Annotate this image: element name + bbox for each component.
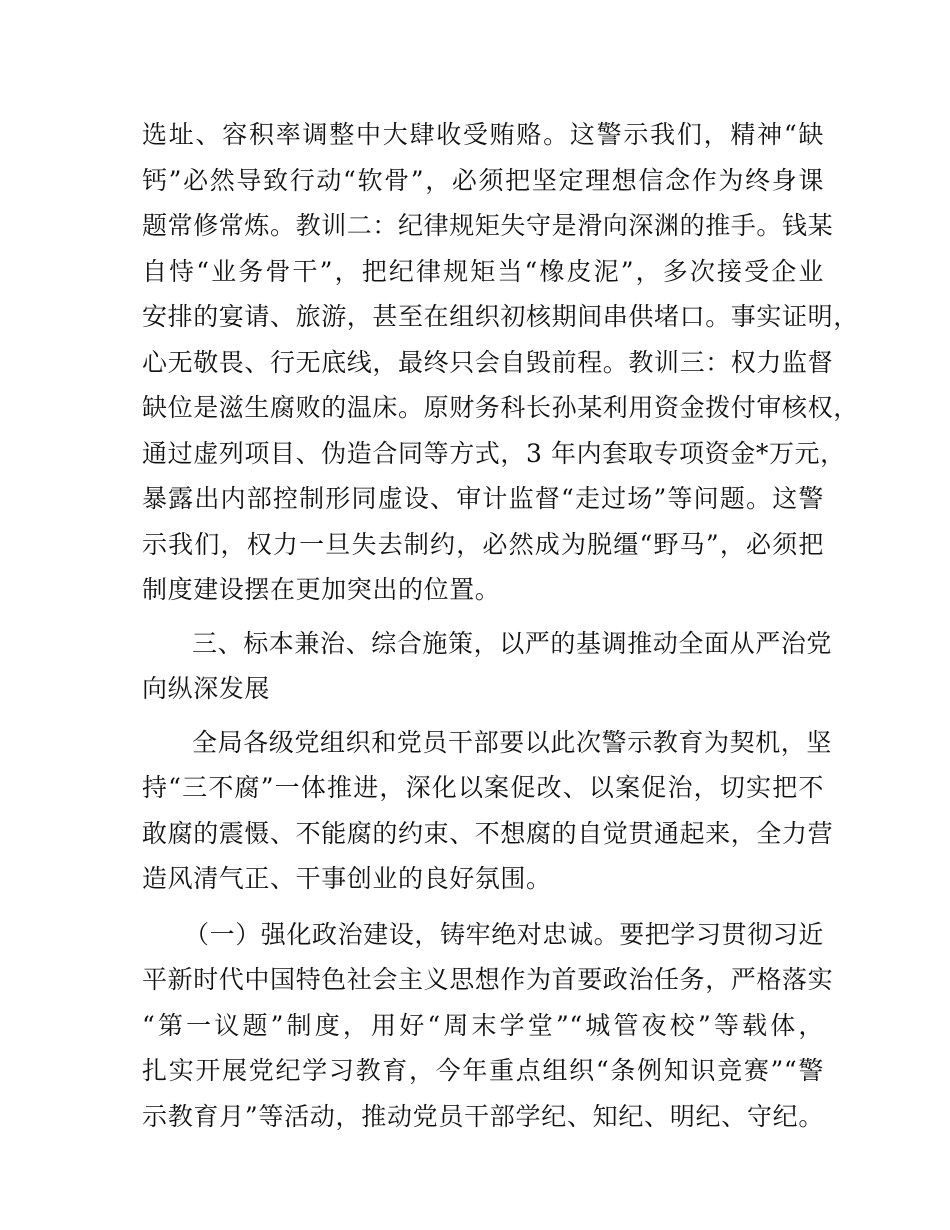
text-line: 扎实开展党纪学习教育，今年重点组织“条例知识竞赛”“警 xyxy=(142,1056,824,1085)
text-line: “第一议题”制度，用好“周末学堂”“城管夜校”等载体， xyxy=(142,1010,824,1040)
paragraph-lessons xyxy=(142,112,859,613)
heading-line: 三、标本兼治、综合施策，以严的基调推动全面从严治党 xyxy=(192,628,833,658)
text-line: 选址、容积率调整中大肆收受贿赂。这警示我们，精神“缺 xyxy=(142,120,824,149)
text-line: （一）强化政治建设，铸牢绝对忠诚。要把学习贯彻习近 xyxy=(184,919,825,949)
text-line: 缺位是滋生腐败的温床。原财务科长孙某利用资金拨付审核权， xyxy=(142,393,859,422)
text-line: 持“三不腐”一体推进，深化以案促改、以案促治，切实把不 xyxy=(142,773,824,802)
paragraph-item-one xyxy=(142,912,834,1140)
text-line: 钙”必然导致行动“软骨”，必须把坚定理想信念作为终身课 xyxy=(142,165,824,195)
text-line: 安排的宴请、旅游，甚至在组织初核期间串供堵口。事实证明， xyxy=(142,302,859,331)
text-line: 通过虚列项目、伪造合同等方式，3 年内套取专项资金*万元， xyxy=(142,438,846,468)
text-line: 平新时代中国特色社会主义思想作为首要政治任务，严格落实 xyxy=(142,965,834,994)
text-line: 题常修常炼。教训二：纪律规矩失守是滑向深渊的推手。钱某 xyxy=(142,211,834,240)
text-line: 敢腐的震慑、不能腐的约束、不想腐的自觉贯通起来，全力营 xyxy=(142,818,834,848)
text-line: 造风清气正、干事创业的良好氛围。 xyxy=(142,864,552,893)
heading-line: 向纵深发展 xyxy=(142,674,271,703)
section-heading-three xyxy=(142,621,833,712)
text-line: 心无敬畏、行无底线，最终只会自毁前程。教训三：权力监督 xyxy=(142,347,834,377)
paragraph-intro xyxy=(142,720,834,902)
text-line: 制度建设摆在更加突出的位置。 xyxy=(142,575,501,604)
text-line: 全局各级党组织和党员干部要以此次警示教育为契机，坚 xyxy=(192,727,833,757)
text-line: 示我们，权力一旦失去制约，必然成为脱缰“野马”，必须把 xyxy=(142,529,824,559)
document-body xyxy=(142,112,859,1139)
text-line: 暴露出内部控制形同虚设、审计监督“走过场”等问题。这警 xyxy=(142,484,824,513)
text-line: 自恃“业务骨干”，把纪律规矩当“橡皮泥”，多次接受企业 xyxy=(142,256,824,286)
text-line: 示教育月”等活动，推动党员干部学纪、知纪、明纪、守纪。 xyxy=(142,1101,824,1131)
